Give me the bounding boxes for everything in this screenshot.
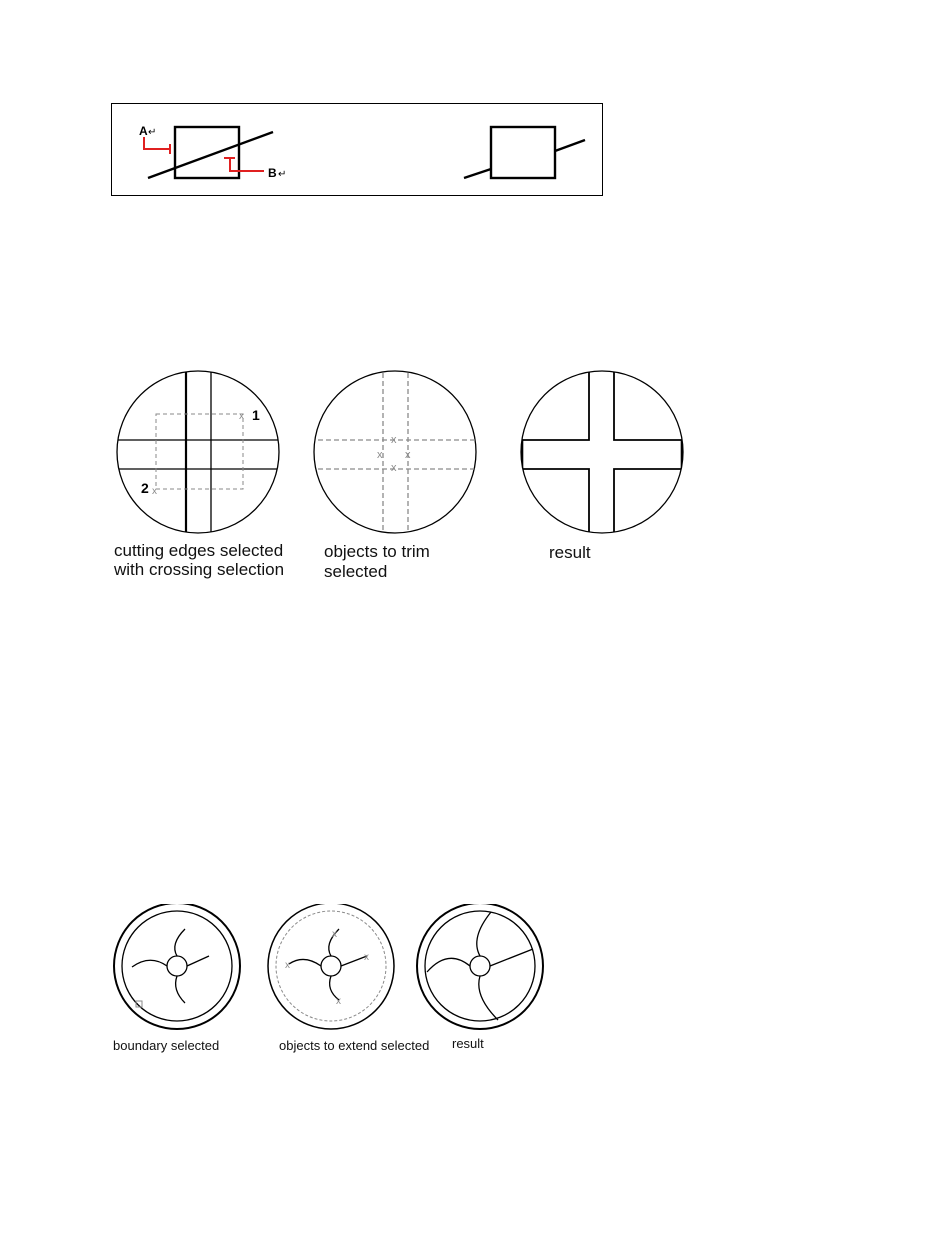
trim-example-figure: [111, 103, 604, 197]
caption-cutting-edges-line2: with crossing selection: [114, 560, 285, 579]
circle-outline: [117, 371, 279, 533]
pick-number-1: 1: [252, 407, 260, 423]
select-mark: x: [364, 952, 369, 963]
inner-ring-dashed: [276, 911, 386, 1021]
panel-cutting-edges: [112, 365, 292, 540]
pick-number-2: 2: [141, 480, 149, 496]
panel-objects-to-extend: [268, 904, 394, 1029]
caption-cutting-edges-line1: cutting edges selected: [114, 541, 284, 560]
spoke-right-extended: [490, 949, 533, 966]
spoke-bottom: [176, 976, 185, 1003]
select-mark: x: [285, 960, 290, 971]
panel-result: [512, 365, 692, 540]
extend-circles-figure: [110, 904, 550, 1038]
label-a-return-mark: ↵: [148, 127, 157, 138]
spoke-left: [289, 959, 321, 966]
select-mark: x: [332, 929, 337, 940]
caption-boundary-selected: boundary selected: [113, 1038, 220, 1053]
outer-ring: [417, 904, 543, 1029]
caption-result-extend: result: [452, 1036, 484, 1051]
select-mark: x: [405, 449, 411, 461]
pick-mark-1: x: [239, 411, 244, 422]
trim-circles-figure: [112, 365, 692, 540]
select-mark: x: [336, 996, 341, 1007]
caption-objects-to-trim-line1: objects to trim: [324, 542, 430, 561]
spoke-right: [187, 956, 209, 966]
hub-circle: [167, 956, 187, 976]
label-a: A: [139, 124, 148, 138]
caption-result: result: [549, 543, 591, 562]
pick-mark-2: x: [152, 486, 157, 497]
inner-ring: [122, 911, 232, 1021]
select-mark: x: [391, 462, 397, 474]
circle-outline: [314, 371, 476, 533]
spoke-top: [175, 929, 185, 956]
figure-frame: [112, 104, 603, 196]
panel-result: [417, 904, 543, 1029]
label-b-return-mark: ↵: [278, 169, 287, 180]
cross-shape: [512, 365, 692, 540]
caption-objects-to-trim-line2: selected: [324, 562, 388, 581]
hub-circle: [321, 956, 341, 976]
spoke-bottom-extended: [479, 976, 498, 1020]
select-mark: x: [377, 449, 383, 461]
circle-outline: [521, 371, 683, 533]
spoke-left-extended: [427, 958, 470, 972]
inner-ring: [425, 911, 535, 1021]
spoke-left: [132, 960, 167, 967]
caption-objects-to-extend: objects to extend selected: [279, 1038, 430, 1053]
label-b: B: [268, 166, 277, 180]
spoke-top-extended: [477, 912, 491, 956]
hub-circle: [470, 956, 490, 976]
panel-objects-to-trim: [302, 365, 492, 540]
crossing-selection-window: [156, 414, 243, 489]
select-mark: x: [391, 434, 397, 446]
panel-boundary-selected: [114, 904, 240, 1029]
